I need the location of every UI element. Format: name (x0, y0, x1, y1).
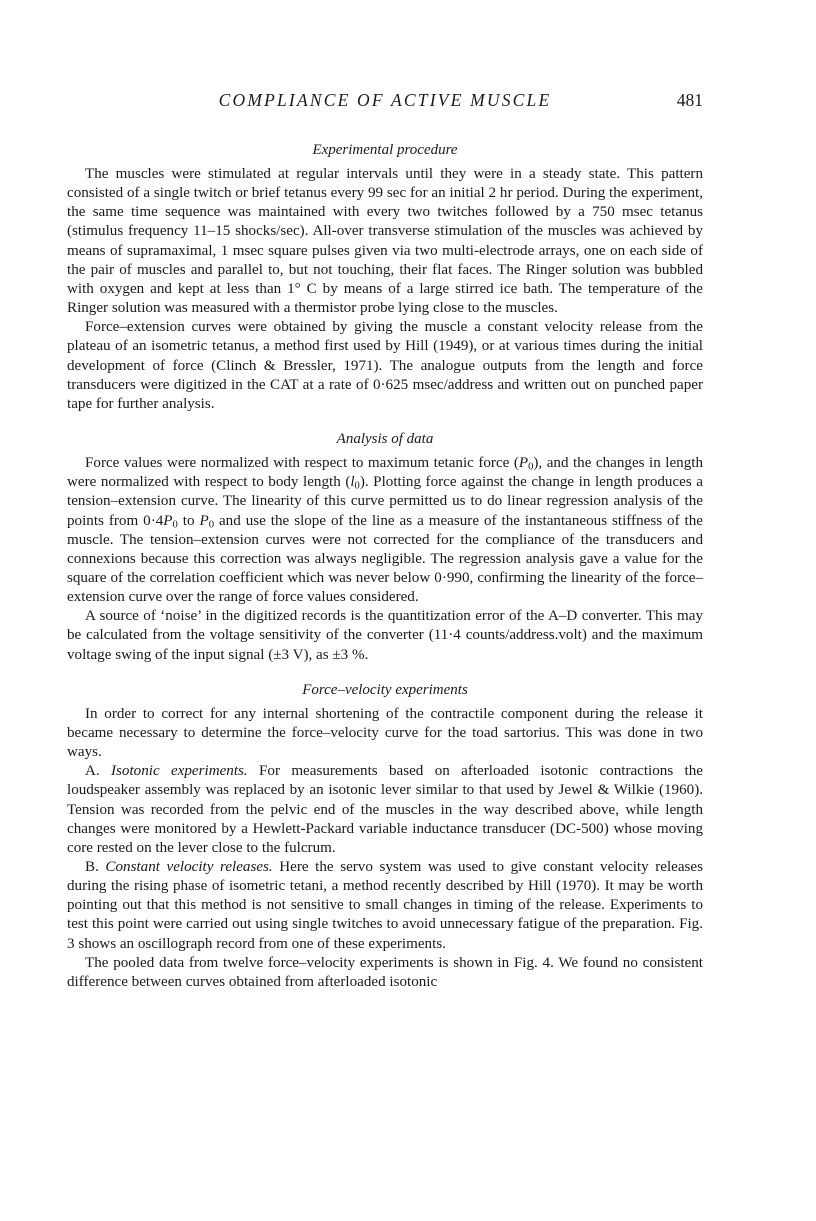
math-symbol-main: P (518, 455, 529, 472)
math-symbol-main: l (350, 474, 355, 491)
paragraph-noise: A source of ‘noise’ in the digitized records is the quantitization error of the A–D converter. This may be calculated from the voltage sensitivity of the converter (11·4 counts/address.volt) and the maximum voltage swing of the input signal (±3 V), as ±3 %. (67, 608, 703, 663)
section-heading-analysis-of-data: Analysis of data (336, 431, 434, 448)
paragraph-pooled-data: The pooled data from twelve force–velocity experiments is shown in Fig. 4. We found no consistent difference between curves obtained from afterloaded isotonic (67, 954, 703, 990)
paragraph-constant-velocity (67, 858, 703, 954)
constant-velocity-text: Here the servo system was used to give constant velocity releases during the rising phase of isometric tetani, a method recently described by Hill (1970). It may be worth pointing out that this method is not sensitive to small changes in timing of the release. Experiments to test this point were carried out using single twitches to avoid unnecessary fatigue of the preparation. Fig. 3 shows an oscillograph record from one of these experiments. (67, 859, 703, 952)
math-symbol (519, 455, 534, 471)
paragraph-isotonic-experiments (67, 762, 703, 858)
item-marker-b: B. (85, 859, 106, 875)
section-heading-force-velocity: Force–velocity experiments (302, 681, 468, 698)
paragraph-normalization (67, 454, 703, 607)
running-title: COMPLIANCE OF ACTIVE MUSCLE (218, 90, 552, 110)
math-symbol-subscript: 0 (172, 519, 178, 531)
constant-velocity-lead: Constant velocity releases. (105, 859, 273, 875)
math-symbol-subscript: 0 (354, 480, 360, 492)
running-header (67, 88, 703, 122)
paragraph-force-extension: Force–extension curves were obtained by giving the muscle a constant velocity release from the plateau of an isometric tetanus, a method first used by Hill (1949), or at various times during the initial development of force (Clinch & Bressler, 1971). The analogue outputs from the length and force transducers were digitized in the CAT at a rate of 0·625 msec/address and written out on punched paper tape for further analysis. (67, 319, 703, 412)
isotonic-experiments-text: For measurements based on afterloaded isotonic contractions the loudspeaker assembly was replaced by an isotonic lever similar to that used by Jewel & Wilkie (1960). Tension was recorded from the pelvic end of the muscles in the way described above, while length changes were monitored by a Hewlett-Packard variable inductance transducer (DC-500) whose moving core rested on the lever close to the fulcrum. (67, 763, 703, 856)
paragraph-internal-shortening: In order to correct for any internal shortening of the contractile component during the release it became necessary to determine the force–velocity curve for the toad sartorius. This was done in two ways. (67, 705, 703, 761)
page-number: 481 (676, 90, 703, 110)
text-run: and use the slope of the line as a measure of the instantaneous stiffness of the muscle. The tension–extension curves were not corrected for the compliance of the transducers and connexions because this correction was always negligible. The regression analysis gave a value for the square of the correlation coefficient which was never below 0·990, confirming the linearity of the force–extension curve over the range of force values considered. (67, 512, 704, 606)
item-marker-a: A. (85, 763, 112, 780)
text-run: to (177, 512, 200, 529)
section-heading-experimental-procedure: Experimental procedure (312, 142, 458, 158)
math-symbol-subscript: 0 (208, 519, 214, 531)
text-run: ). Plotting force against the change in length produces a tension–extension curve. The linearity of this curve permitted us to do linear regression analysis of the points from 0·4 (67, 474, 703, 529)
math-symbol-main: P (163, 512, 173, 529)
paragraph-stimulation: The muscles were stimulated at regular intervals until they were in a steady state. This pattern consisted of a single twitch or brief tetanus every 99 sec for an initial 2 hr period. During the experiment, the same time sequence was maintained with every two twitches followed by a 750 msec tetanus (stimulus frequency 11–15 shocks/sec). All-over transverse stimulation of the muscles was achieved by means of supramaximal, 1 msec square pulses given via two multi-electrode arrays, one on each side of the pair of muscles and parallel to, but not touching, their flat faces. The Ringer solution was bubbled with oxygen and kept at less than 1° C by means of a large stirred ice bath. The temperature of the Ringer solution was measured with a thermistor probe lying close to the muscles. (67, 166, 703, 317)
math-symbol (163, 513, 178, 529)
journal-page (67, 88, 703, 992)
text-run: ), and the changes in length were normalized with respect to body length ( (67, 455, 704, 491)
isotonic-experiments-lead: Isotonic experiments. (111, 763, 248, 780)
text-run: Force values were normalized with respect to maximum tetanic force ( (85, 455, 519, 472)
math-symbol-subscript: 0 (528, 461, 534, 473)
math-symbol (350, 474, 359, 490)
math-symbol (199, 513, 214, 529)
math-symbol-main: P (199, 512, 209, 529)
